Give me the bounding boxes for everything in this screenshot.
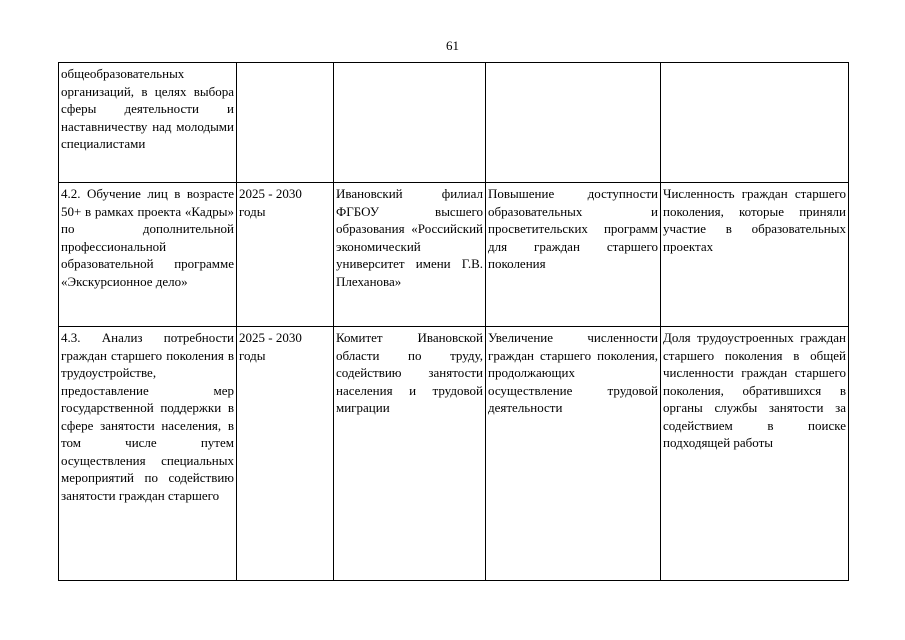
executor-cell — [334, 63, 486, 183]
indicator-cell — [661, 63, 849, 183]
result-cell — [486, 63, 661, 183]
table-row — [59, 183, 849, 327]
period-cell: 2025 - 2030 годы — [237, 327, 334, 581]
measure-cell: 4.2. Обучение лиц в возрасте 50+ в рамках проекта «Кадры» по дополнительной профессиональной образовательной программе «Экскурсионное дело» — [59, 183, 237, 327]
measures-table — [58, 62, 849, 581]
page-number: 61 — [446, 38, 459, 53]
period-cell: 2025 - 2030 годы — [237, 183, 334, 327]
executor-cell: Ивановский филиал ФГБОУ высшего образования «Российский экономический университет имени Г.В. Плеханова» — [334, 183, 486, 327]
result-cell: Увеличение численности граждан старшего поколения, продолжающих осуществление трудовой деятельности — [486, 327, 661, 581]
indicator-cell: Доля трудоустроенных граждан старшего поколения в общей численности граждан старшего поколения, обратившихся в органы службы занятости за содействием в поиске подходящей работы — [661, 327, 849, 581]
table-row — [59, 327, 849, 581]
indicator-cell: Численность граждан старшего поколения, которые приняли участие в образовательных проектах — [661, 183, 849, 327]
measure-cell: 4.3. Анализ потребности граждан старшего поколения в трудоустройстве, предоставление мер государственной поддержки в сфере занятости населения, в том числе путем осуществления специальных мероприятий по содействию занятости граждан старшего — [59, 327, 237, 581]
table-row — [59, 63, 849, 183]
executor-cell: Комитет Ивановской области по труду, содействию занятости населения и трудовой миграции — [334, 327, 486, 581]
period-cell — [237, 63, 334, 183]
result-cell: Повышение доступности образовательных и просветительских программ для граждан старшего поколения — [486, 183, 661, 327]
measure-cell: общеобразовательных организаций, в целях выбора сферы деятельности и наставничеству над молодыми специалистами — [59, 63, 237, 183]
